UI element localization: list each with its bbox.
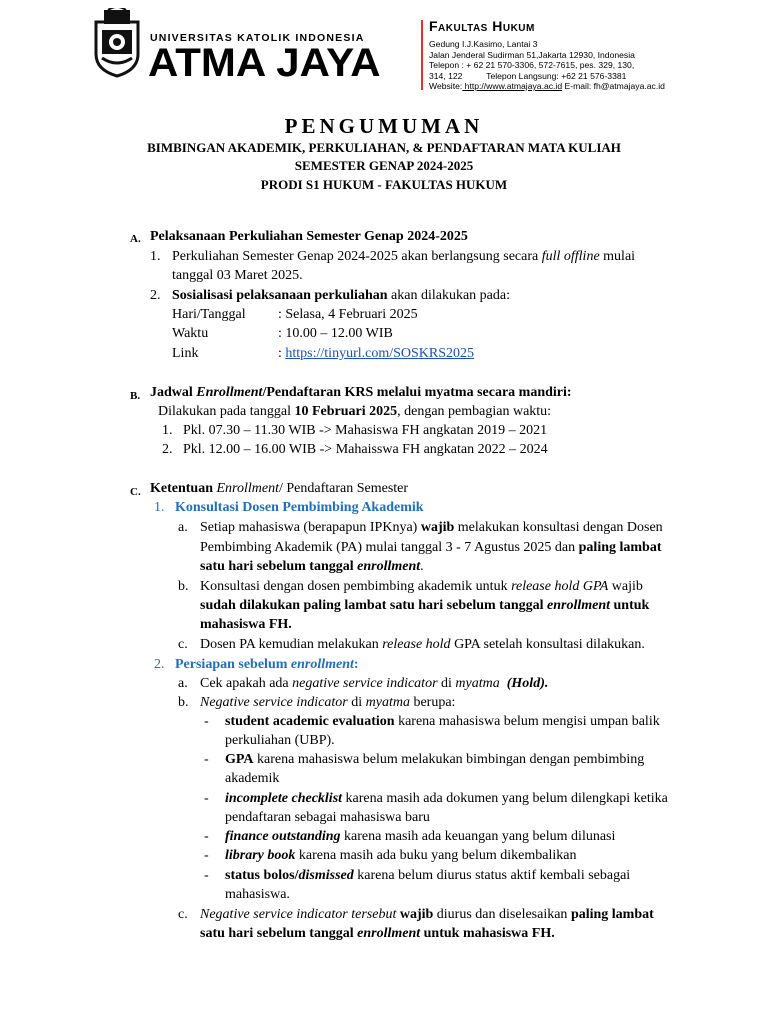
c1-a-line-1: Setiap mahasiswa (berapapun IPKnya) wajib melakukan konsultasi dengan Dosen	[200, 520, 663, 535]
c1-c-line: Dosen PA kemudian melakukan release hold GPA setelah konsultasi dilakukan.	[200, 637, 645, 652]
faculty-title: Fakultas Hukum	[429, 18, 535, 34]
c2-c-letter: c.	[178, 907, 188, 922]
c1-b-letter: b.	[178, 579, 189, 594]
a-item-1-text: Perkuliahan Semester Genap 2024-2025 akan berlangsung secara full offline mulai	[172, 249, 636, 264]
schedule-link-row: : https://tinyurl.com/SOSKRS2025	[278, 346, 475, 361]
bullet-3-line-1: incomplete checklist karena masih ada dokumen yang belum dilengkapi ketika	[225, 791, 668, 806]
c-sub-2-number: 2.	[154, 657, 165, 672]
bullet-6-line-1: status bolos/dismissed karena belum diurus status aktif kembali sebagai	[225, 868, 631, 883]
bullet-dash-6: -	[204, 868, 209, 883]
address-line-3: Telepon : + 62 21 570-3306, 572-7615, pes. 329, 130,	[429, 60, 635, 70]
schedule-link-label: Link	[172, 346, 199, 361]
c2-b-line: Negative service indicator di myatma berupa:	[200, 695, 456, 710]
subtitle-1: BIMBINGAN AKADEMIK, PERKULIAHAN, & PENDAFTARAN MATA KULIAH	[147, 140, 621, 155]
address-line-1: Gedung I.J.Kasimo, Lantai 3	[429, 39, 538, 49]
bullet-1-line-1: student academic evaluation karena mahasiswa belum mengisi umpan balik	[225, 714, 660, 729]
bullet-dash-5: -	[204, 848, 209, 863]
website-link[interactable]: http://www.atmajaya.ac.id	[462, 81, 563, 91]
b-item-1-text: Pkl. 07.30 – 11.30 WIB -> Mahasiswa FH angkatan 2019 – 2021	[183, 423, 548, 438]
section-b-letter: B.	[130, 390, 141, 402]
c2-c-line-1: Negative service indicator tersebut wajib diurus dan diselesaikan paling lambat	[200, 907, 654, 922]
schedule-day-label: Hari/Tanggal	[172, 307, 246, 322]
c-sub-2-title: Persiapan sebelum enrollment:	[175, 657, 359, 672]
c2-b-letter: b.	[178, 695, 189, 710]
atma-jaya-logo	[92, 8, 142, 78]
bullet-dash-4: -	[204, 829, 209, 844]
contact-line	[429, 81, 665, 91]
section-a-letter: A.	[130, 233, 141, 245]
email-text: E-mail: fh@atmajaya.ac.id	[562, 81, 665, 91]
c1-b-line-2: sudah dilakukan paling lambat satu hari sebelum tanggal enrollment untuk	[200, 598, 650, 613]
address-line-2: Jalan Jenderal Sudirman 51,Jakarta 12930, Indonesia	[429, 49, 635, 60]
c-sub-1-title: Konsultasi Dosen Pembimbing Akademik	[175, 500, 424, 515]
bullet-3-line-2: pendaftaran sebagai mahasiswa baru	[225, 810, 430, 825]
c1-a-line-2: Pembimbing Akademik (PA) mulai tanggal 3 - 7 Agustus 2025 dan paling lambat	[200, 540, 662, 555]
c1-b-line-1: Konsultasi dengan dosen pembimbing akademik untuk release hold GPA wajib	[200, 579, 643, 594]
c2-a-line: Cek apakah ada negative service indicator di myatma (Hold).	[200, 676, 549, 691]
a-item-2-number: 2.	[150, 288, 161, 303]
header-divider	[421, 20, 423, 90]
website-label: Website:	[429, 81, 463, 91]
section-a-heading: Pelaksanaan Perkuliahan Semester Genap 2024-2025	[150, 229, 468, 244]
c1-a-letter: a.	[178, 520, 188, 535]
schedule-time-value: : 10.00 – 12.00 WIB	[278, 326, 393, 341]
c-sub-1-number: 1.	[154, 500, 165, 515]
a-item-2-text: Sosialisasi pelaksanaan perkuliahan akan dilakukan pada:	[172, 288, 510, 303]
a-item-1-text-line2: tanggal 03 Maret 2025.	[172, 268, 303, 283]
address-line-4: 314, 122 Telepon Langsung: +62 21 576-3381	[429, 70, 627, 81]
c2-a-letter: a.	[178, 676, 188, 691]
c1-a-line-3: satu hari sebelum tanggal enrollment.	[200, 559, 424, 574]
a-item-1-number: 1.	[150, 249, 161, 264]
section-c-heading: Ketentuan Enrollment/ Pendaftaran Semester	[150, 481, 409, 496]
schedule-time-label: Waktu	[172, 326, 209, 341]
c1-c-letter: c.	[178, 637, 188, 652]
c1-b-line-3: mahasiswa FH.	[200, 617, 292, 632]
bullet-6-line-2: mahasiswa.	[225, 887, 290, 902]
b-item-1-number: 1.	[162, 423, 173, 438]
bullet-2-line-1: GPA karena mahasiswa belum melakukan bimbingan dengan pembimbing	[225, 752, 645, 767]
sosialisasi-link[interactable]: https://tinyurl.com/SOSKRS2025	[285, 346, 475, 361]
bullet-1-line-2: perkuliahan (UBP).	[225, 733, 335, 748]
subtitle-2: SEMESTER GENAP 2024-2025	[294, 158, 474, 173]
bullet-5-line: library book karena masih ada buku yang belum dikembalikan	[225, 848, 577, 863]
bullet-dash-1: -	[204, 714, 209, 729]
bullet-4-line: finance outstanding karena masih ada keuangan yang belum dilunasi	[225, 829, 616, 844]
b-item-2-number: 2.	[162, 442, 173, 457]
university-subtitle: UNIVERSITAS KATOLIK INDONESIA	[150, 32, 365, 44]
page-title: PENGUMUMAN	[284, 114, 484, 138]
section-b-intro: Dilakukan pada tanggal 10 Februari 2025, dengan pembagian waktu:	[158, 404, 552, 419]
schedule-day-value: : Selasa, 4 Februari 2025	[278, 307, 418, 322]
bullet-dash-2: -	[204, 752, 209, 767]
bullet-2-line-2: akademik	[225, 771, 280, 786]
section-b-heading: Jadwal Enrollment/Pendaftaran KRS melalui myatma secara mandiri:	[150, 385, 572, 400]
subtitle-3: PRODI S1 HUKUM - FAKULTAS HUKUM	[260, 177, 508, 192]
section-c-letter: C.	[130, 486, 141, 498]
bullet-dash-3: -	[204, 791, 209, 806]
b-item-2-text: Pkl. 12.00 – 16.00 WIB -> Mahaisswa FH angkatan 2022 – 2024	[183, 442, 548, 457]
university-name: ATMA JAYA	[148, 41, 381, 85]
c2-c-line-2: satu hari sebelum tanggal enrollment untuk mahasiswa FH.	[200, 926, 555, 941]
